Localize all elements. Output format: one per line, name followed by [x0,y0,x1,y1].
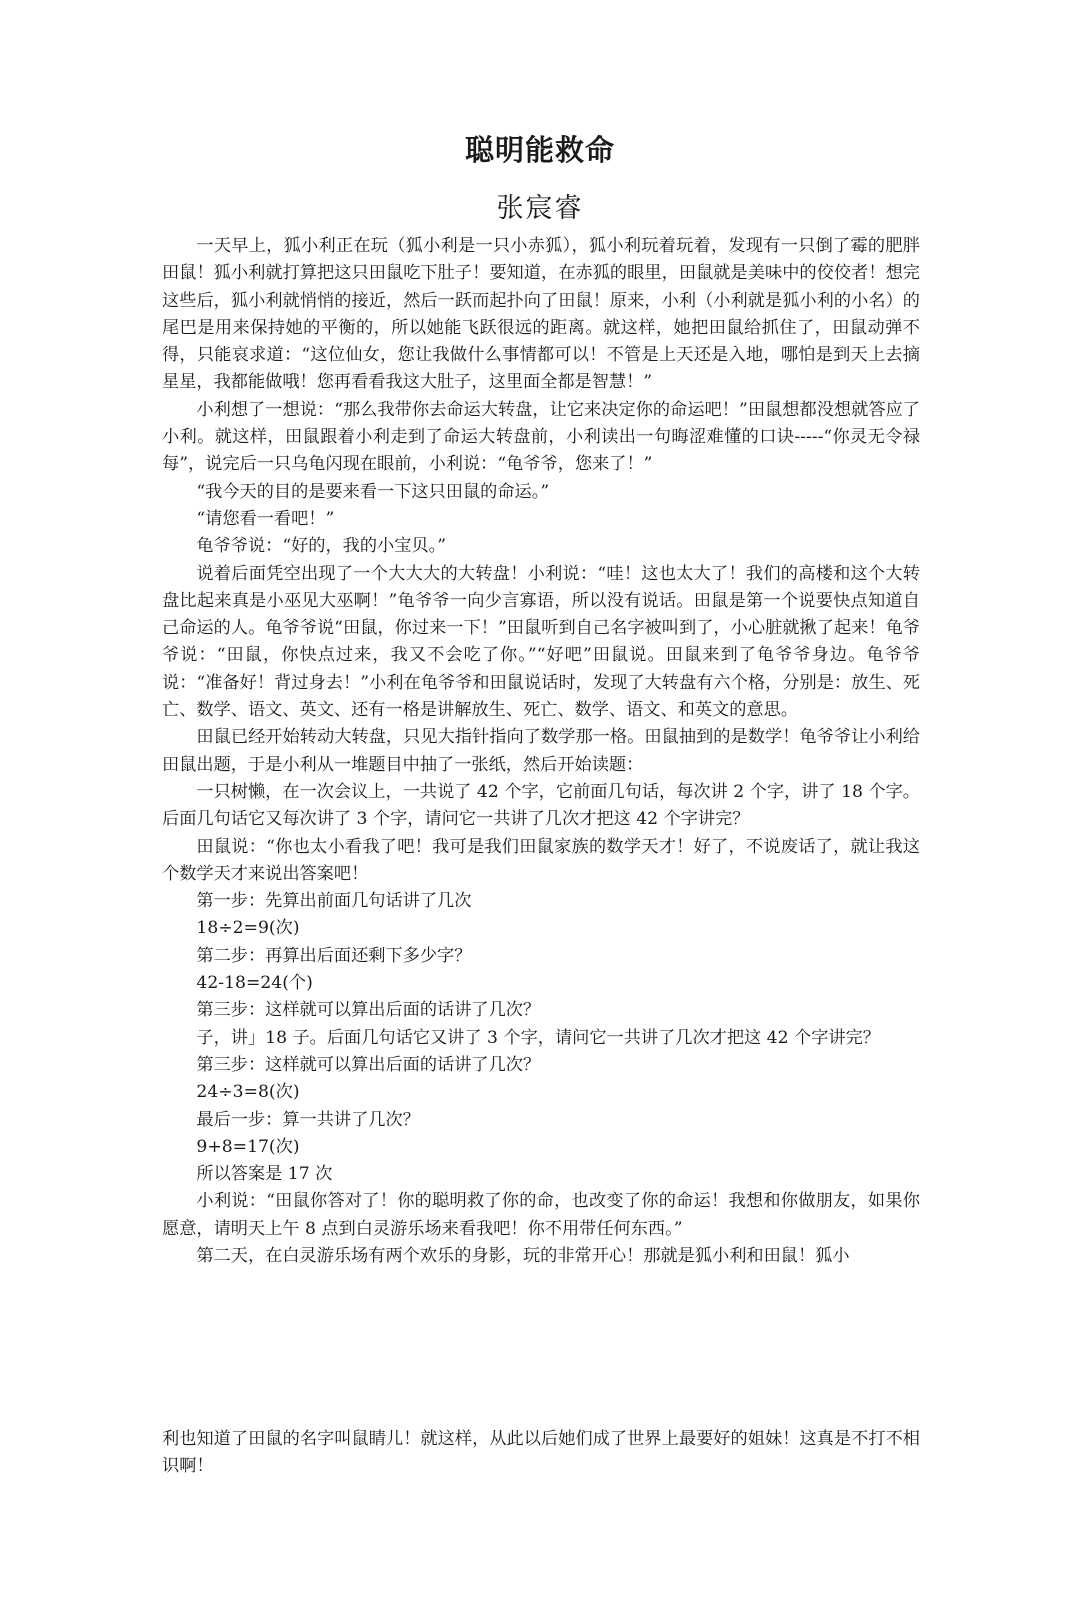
paragraph-continuation: 利也知道了田鼠的名字叫鼠睛儿！就这样，从此以后她们成了世界上最要好的姐妹！这真是不打不相识啊！ [162,1429,920,1477]
paragraph: 18÷2=9(次) [196,918,300,939]
paragraph: 田鼠说：“你也太小看我了吧！我可是我们田鼠家族的数学天才！好了，不说废话了，就让我这个数学天才来说出答案吧！ [162,836,920,884]
paragraph: “请您看一看吧！” [196,508,335,529]
paragraph: 最后一步：算一共讲了几次？ [196,1109,420,1130]
paragraph: “我今天的目的是要来看一下这只田鼠的命运。” [196,481,550,502]
paragraph: 第三步：这样就可以算出后面的话讲了几次？ [196,1000,541,1021]
paragraph: 说着后面凭空出现了一个大大大的大转盘！小利说：“哇！这也太大了！我们的高楼和这个大转盘比起来真是小巫见大巫啊！”龟爷爷一向少言寡语，所以没有说话。田鼠是第一个说要快点知道自己命运的人。龟爷爷说“田鼠，你过来一下！”田鼠听到自己名字被叫到了，小心脏就揪了起来！龟爷爷说：“田鼠，你快点过来，我又不会吃了你。”“好吧”田鼠说。田鼠来到了龟爷爷身边。龟爷爷说：“准备好！背过身去！”小利在龟爷爷和田鼠说话时，发现了大转盘有六个格，分别是：放生、死亡、数学、语文、英文、还有一格是讲解放生、死亡、数学、语文、和英文的意思。 [162,563,920,721]
story-body [162,233,920,1270]
paragraph: 第二天，在白灵游乐场有两个欢乐的身影，玩的非常开心！那就是狐小利和田鼠！狐小 [196,1245,850,1266]
paragraph: 第一步：先算出前面几句话讲了几次 [196,891,472,912]
paragraph: 第二步：再算出后面还剩下多少字？ [196,945,472,966]
story-continuation [162,1426,920,1481]
page-title: 聪明能救命 [464,133,615,167]
paragraph: 小利说：“田鼠你答对了！你的聪明救了你的命，也改变了你的命运！我想和你做朋友，如果你愿意，请明天上午 8 点到白灵游乐场来看我吧！你不用带任何东西。” [162,1191,920,1239]
paragraph: 小利想了一想说：“那么我带你去命运大转盘，让它来决定你的命运吧！”田鼠想都没想就答应了小利。就这样，田鼠跟着小利走到了命运大转盘前，小利读出一句晦涩难懂的口诀-----“你灵无令禄每”，说完后一只乌龟闪现在眼前，小利说：“龟爷爷，您来了！” [162,399,920,475]
paragraph: 第三步：这样就可以算出后面的话讲了几次？ [196,1054,541,1075]
paragraph: 一只树懒，在一次会议上，一共说了 42 个字，它前面几句话，每次讲 2 个字，讲了 18 个字。后面几句话它又每次讲了 3 个字，请问它一共讲了几次才把这 42 个字讲完？ [162,781,920,830]
paragraph: 24÷3=8(次) [196,1082,300,1103]
paragraph: 9+8=17(次) [196,1136,300,1157]
paragraph: 子，讲」18 子。后面几句话它又讲了 3 个字，请问它一共讲了几次才把这 42 个字讲完？ [196,1027,880,1048]
paragraph: 田鼠已经开始转动大转盘，只见大指针指向了数学那一格。田鼠抽到的是数学！龟爷爷让小利给田鼠出题，于是小利从一堆题目中抽了一张纸，然后开始读题： [162,727,920,775]
paragraph: 42-18=24(个) [196,973,313,994]
paragraph: 一天早上，狐小利正在玩（狐小利是一只小赤狐），狐小利玩着玩着，发现有一只倒了霉的肥胖田鼠！狐小利就打算把这只田鼠吃下肚子！要知道，在赤狐的眼里，田鼠就是美味中的佼佼者！想完这些后，狐小利就悄悄的接近，然后一跃而起扑向了田鼠！原来，小利（小利就是狐小利的小名）的尾巴是用来保持她的平衡的，所以她能飞跃很远的距离。就这样，她把田鼠给抓住了，田鼠动弹不得，只能哀求道：“这位仙女，您让我做什么事情都可以！不管是上天还是入地，哪怕是到天上去摘星星，我都能做哦！您再看看我这大肚子，这里面全都是智慧！” [162,236,920,393]
paragraph: 所以答案是 17 次 [196,1164,333,1185]
paragraph: 龟爷爷说：“好的，我的小宝贝。” [196,536,446,557]
author-name: 张宸睿 [496,193,584,224]
